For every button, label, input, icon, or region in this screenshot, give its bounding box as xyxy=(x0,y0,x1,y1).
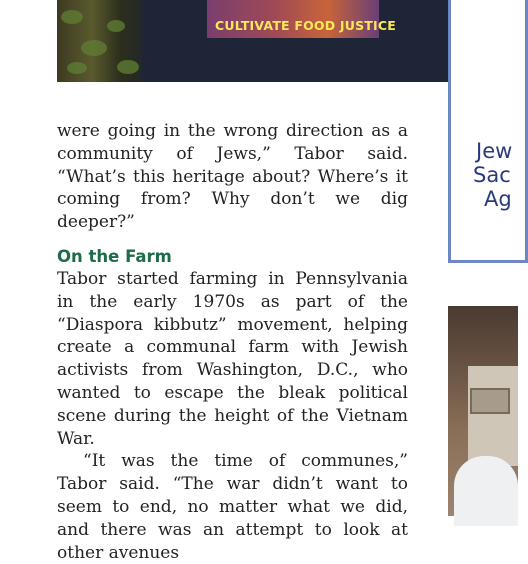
person-shirt xyxy=(454,456,518,526)
wall-frame xyxy=(470,388,510,414)
book-cover xyxy=(207,0,396,38)
article-column xyxy=(57,120,408,564)
sidebar-box xyxy=(448,0,528,263)
side-photo xyxy=(448,306,518,516)
book-title: CULTIVATE FOOD JUSTICE xyxy=(215,18,396,33)
article-paragraph: were going in the wrong direction as a community of Jews,” Tabor said. “What’s this heritage about? Where’s it coming from? Why don’t we dig deeper?” xyxy=(57,121,408,233)
sidebar-text-line: Jew xyxy=(476,139,513,163)
section-heading: On the Farm xyxy=(57,246,172,266)
article-paragraph: “It was the time of communes,” Tabor said. “The war didn’t want to seem to end, no matter what we did, and there was an attempt to look at other avenues xyxy=(57,451,408,563)
sidebar-text-line: Sac xyxy=(473,163,511,187)
top-photo xyxy=(57,0,408,82)
sidebar-text-line: Ag xyxy=(484,187,512,211)
article-paragraph: Tabor started farming in Pennsylvania in the early 1970s as part of the “Diaspora kibbutz” movement, helping create a communal farm with Jewish activists from Washington, D.C., who wanted to escape the bleak political scene during the height of the Vietnam War. xyxy=(57,268,408,449)
